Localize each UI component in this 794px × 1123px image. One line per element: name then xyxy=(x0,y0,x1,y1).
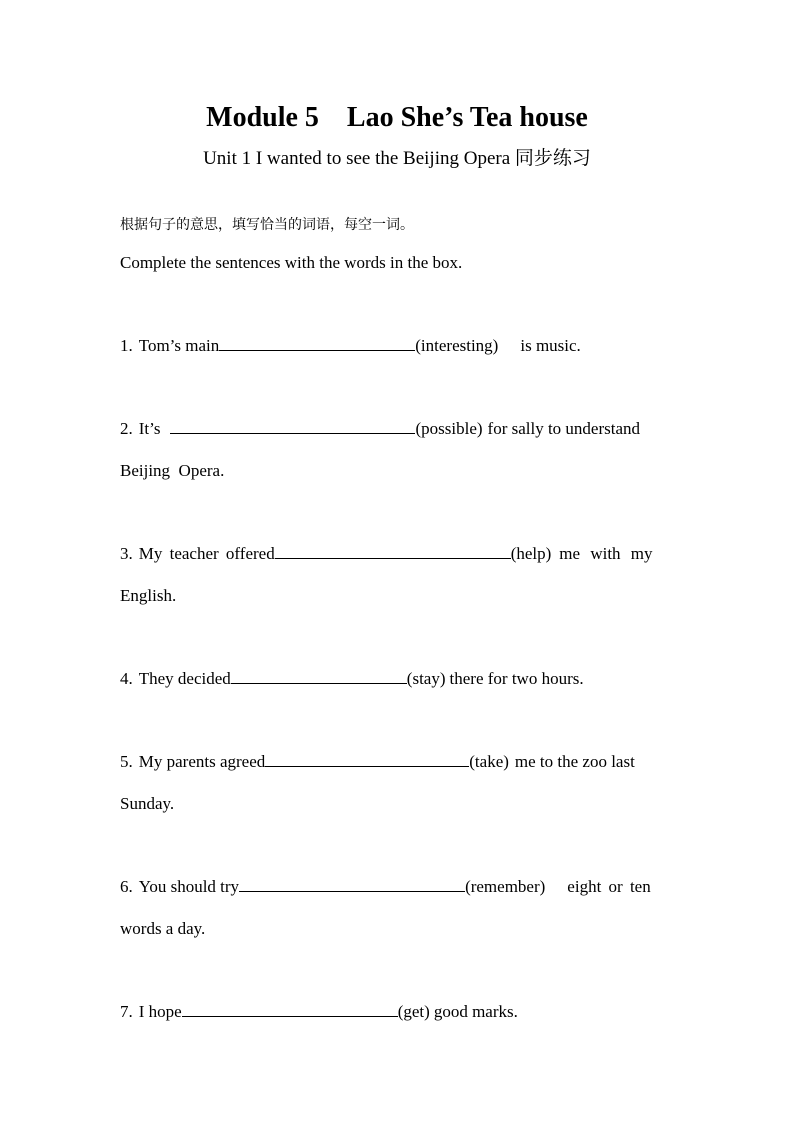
question-hint: (get) xyxy=(397,1002,430,1021)
question-hint: (stay) xyxy=(406,669,446,688)
question-6 xyxy=(120,866,674,950)
question-text-before: You should try xyxy=(138,877,240,896)
question-number: 4. xyxy=(120,669,133,688)
answer-blank-5[interactable] xyxy=(265,748,469,767)
question-7 xyxy=(120,991,674,1033)
question-number: 1. xyxy=(120,336,133,355)
answer-blank-3[interactable] xyxy=(275,540,511,559)
question-3 xyxy=(120,533,674,617)
question-continuation: English. xyxy=(120,586,177,605)
question-text-before: They decided xyxy=(138,669,231,688)
question-continuation: Beijing Opera. xyxy=(120,461,225,480)
question-5 xyxy=(120,741,674,825)
question-text-after: me with my xyxy=(559,544,653,563)
question-continuation: Sunday. xyxy=(120,794,175,813)
question-text-before: My teacher offered xyxy=(138,544,275,563)
question-hint: (possible) xyxy=(415,419,483,438)
question-4 xyxy=(120,658,674,700)
question-hint: (take) xyxy=(469,752,509,771)
question-number: 3. xyxy=(120,544,133,563)
answer-blank-4[interactable] xyxy=(231,665,407,684)
answer-blank-6[interactable] xyxy=(239,873,465,892)
instruction-english: Complete the sentences with the words in the box. xyxy=(120,253,463,272)
question-text-before: My parents agreed xyxy=(138,752,266,771)
question-hint: (interesting) xyxy=(415,336,499,355)
question-text-after: me to the zoo last xyxy=(514,752,635,771)
page-title: Module 5 Lao She’s Tea house xyxy=(206,102,588,133)
question-text-after: eight or ten xyxy=(567,877,651,896)
question-text-after: for sally to understand xyxy=(487,419,641,438)
instruction-chinese: 根据句子的意思，填写恰当的词语，每空一词。 xyxy=(120,217,414,233)
answer-blank-1[interactable] xyxy=(219,332,415,351)
question-continuation: words a day. xyxy=(120,919,206,938)
answer-blank-7[interactable] xyxy=(182,998,398,1017)
page-subtitle: Unit 1 I wanted to see the Beijing Opera 同步练习 xyxy=(203,148,591,169)
question-text-before: Tom’s main xyxy=(138,336,220,355)
question-text-before: I hope xyxy=(138,1002,182,1021)
question-number: 5. xyxy=(120,752,133,771)
question-2 xyxy=(120,408,674,492)
answer-blank-2[interactable] xyxy=(170,415,415,434)
question-number: 2. xyxy=(120,419,133,438)
question-hint: (help) xyxy=(510,544,552,563)
question-text-after: good marks. xyxy=(433,1002,518,1021)
question-1 xyxy=(120,325,674,367)
question-text-before: It’s xyxy=(138,419,161,438)
question-number: 7. xyxy=(120,1002,133,1021)
question-number: 6. xyxy=(120,877,133,896)
question-text-after: is music. xyxy=(520,336,581,355)
question-hint: (remember) xyxy=(465,877,546,896)
question-text-after: there for two hours. xyxy=(449,669,584,688)
